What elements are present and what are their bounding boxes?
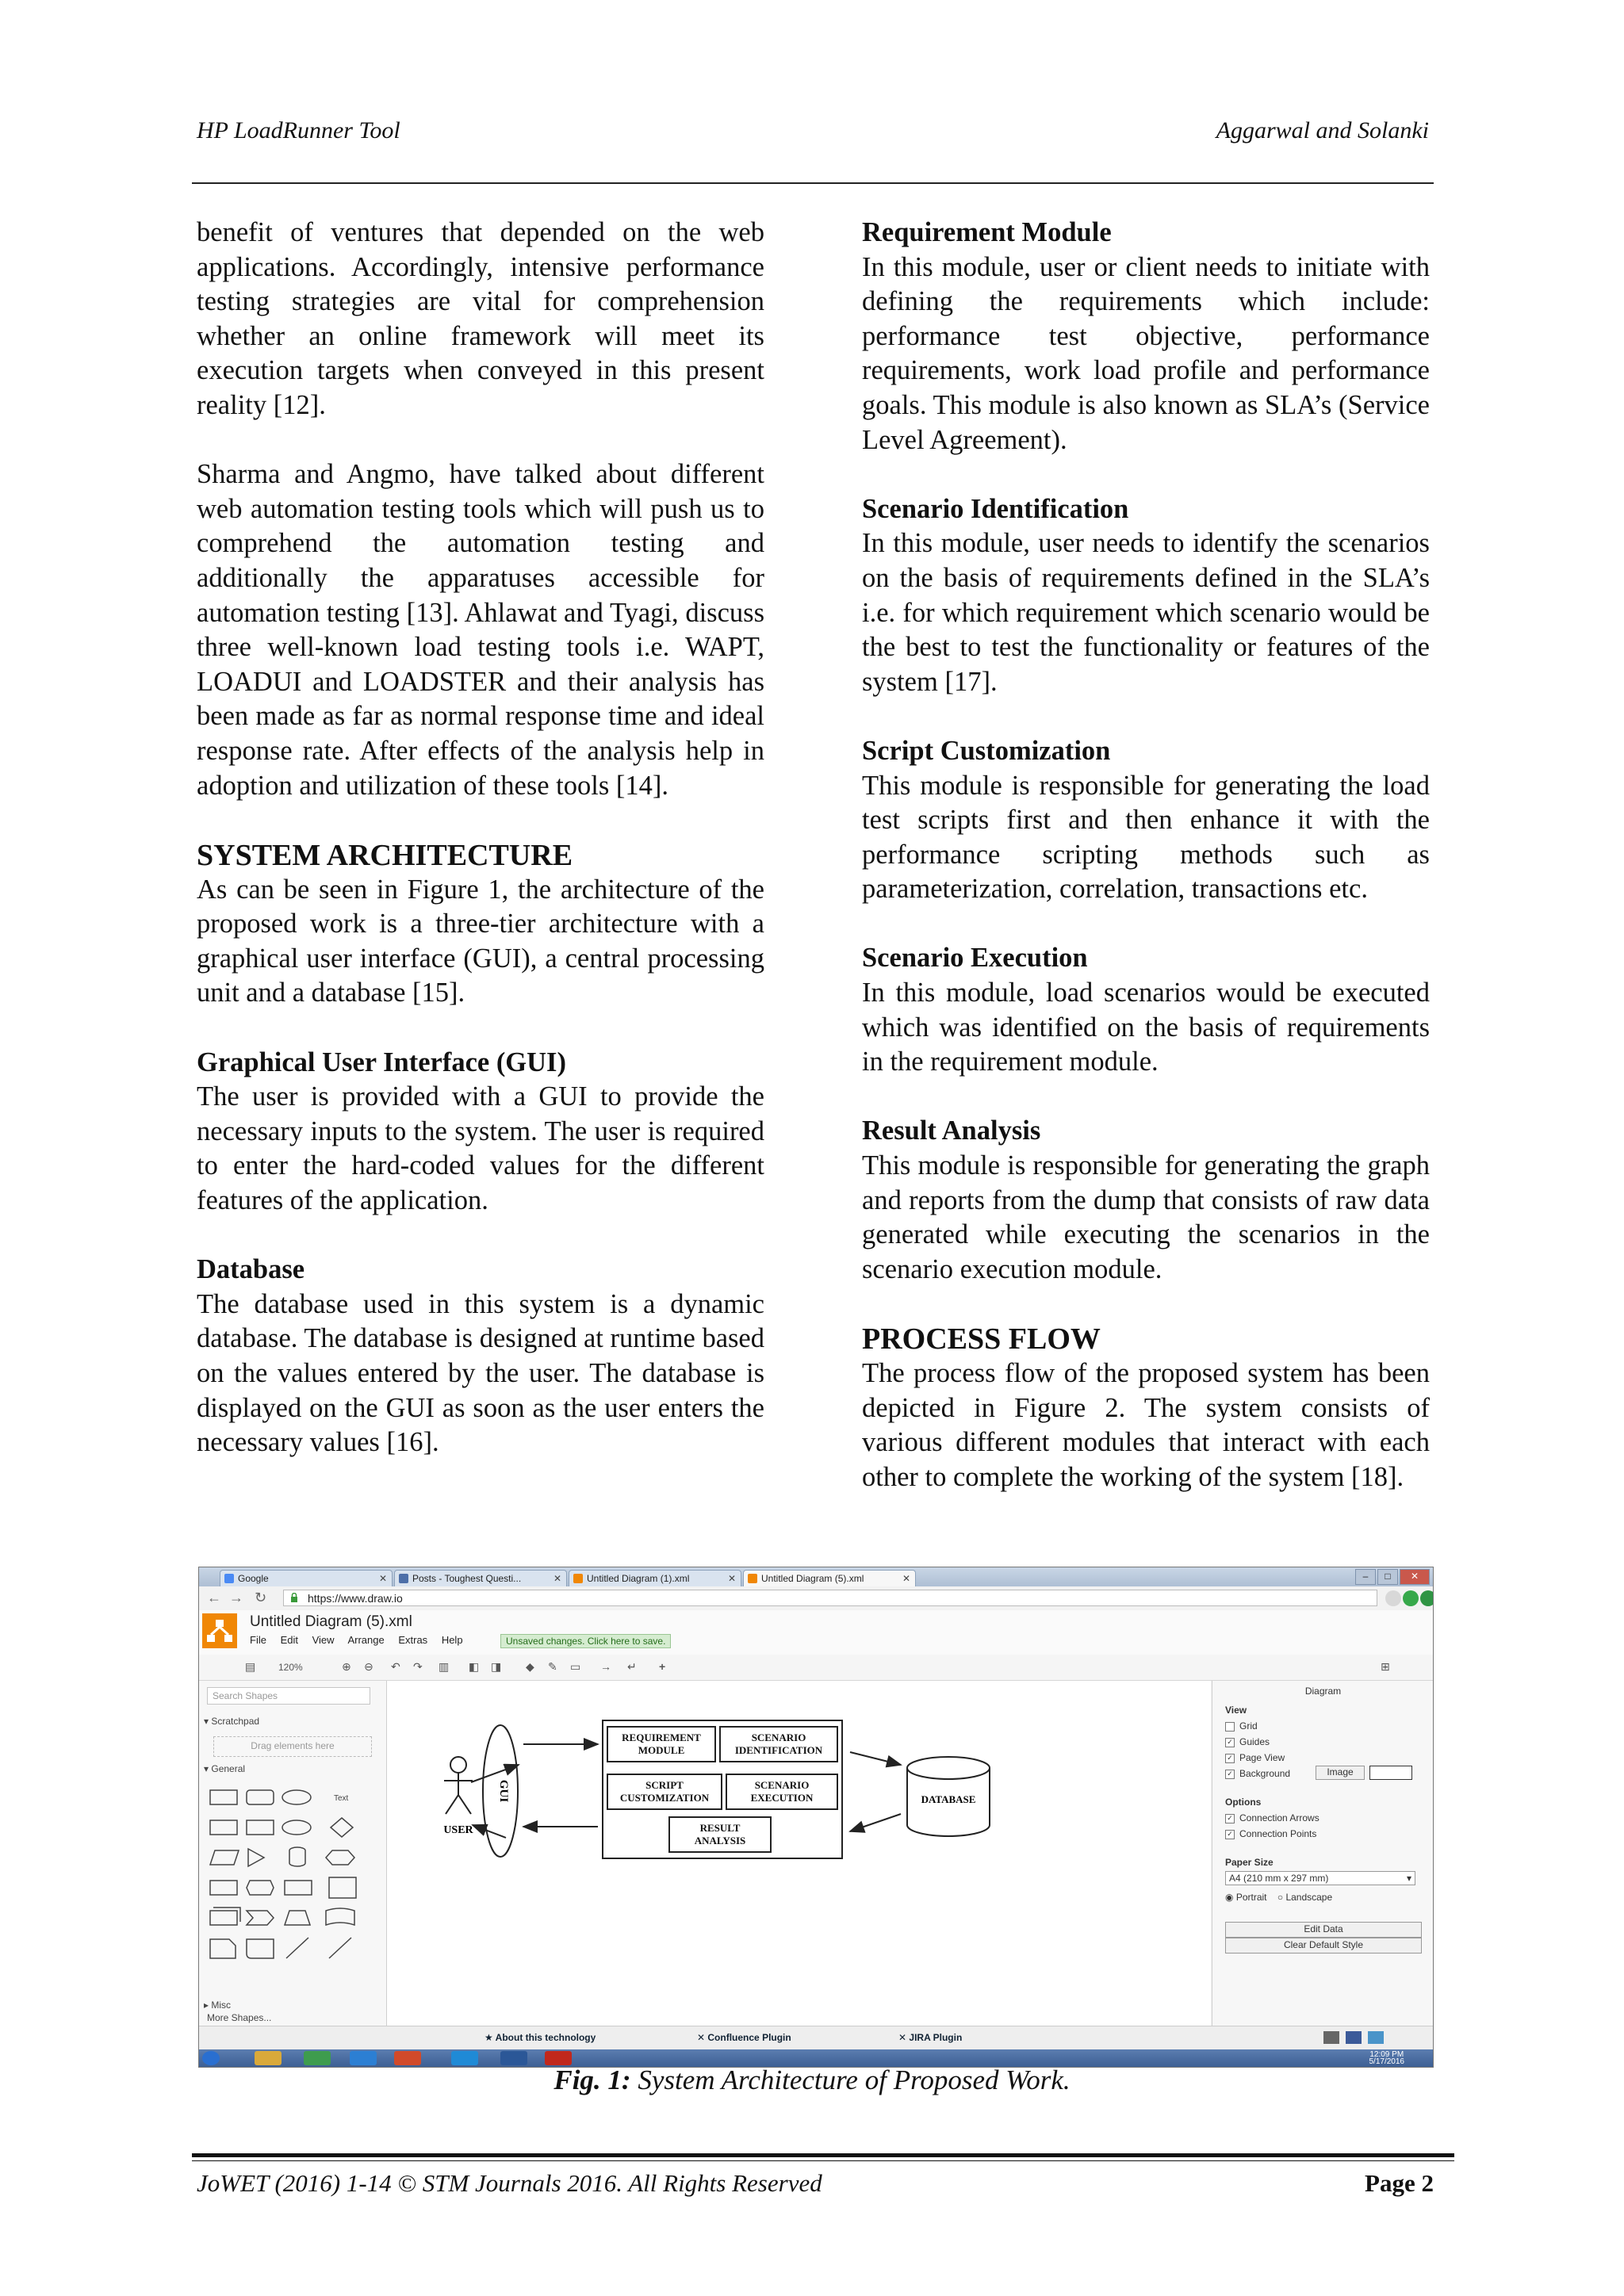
start-icon[interactable] <box>202 2051 220 2065</box>
unsaved-changes-notice[interactable]: Unsaved changes. Click here to save. <box>500 1634 671 1648</box>
bookmark-star-icon[interactable] <box>1385 1590 1401 1606</box>
close-tab-icon[interactable]: ✕ <box>902 1573 910 1584</box>
header-rule <box>192 182 1434 184</box>
landscape-label: Landscape <box>1285 1892 1333 1903</box>
subheading-script-customization: Script Customization <box>862 735 1111 766</box>
page-icon <box>399 1574 408 1583</box>
running-header-authors: Aggarwal and Solanki <box>1216 117 1429 144</box>
twitter-icon[interactable] <box>1368 2031 1384 2044</box>
subheading-requirement-module: Requirement Module <box>862 217 1112 247</box>
figure-screenshot <box>198 1567 1434 2068</box>
connection-icon[interactable]: → <box>600 1660 611 1673</box>
paragraph-intro: benefit of ventures that depended on the web applications. Accordingly, intensive performance testing strategies are vital for comprehension whether an online framework will meet its execution targets when conveyed in this present reality [12]. <box>197 217 764 420</box>
background-checkbox[interactable]: ✓ Background <box>1225 1768 1290 1779</box>
line-color-icon[interactable]: ✎ <box>548 1660 557 1673</box>
media-player-icon[interactable] <box>394 2051 421 2065</box>
internet-explorer-icon[interactable] <box>350 2051 377 2065</box>
acrobat-icon[interactable] <box>545 2051 572 2065</box>
extension-icon[interactable] <box>1403 1590 1419 1606</box>
guides-label: Guides <box>1239 1736 1270 1747</box>
jira-plugin-link[interactable]: ✕ JIRA Plugin <box>898 2032 963 2043</box>
drawio-app-header <box>199 1610 1433 1655</box>
chrome-icon[interactable] <box>304 2051 331 2065</box>
paragraph-architecture: As can be seen in Figure 1, the architecture of the proposed work is a three-tier architecture with a graphical user interface (GUI), a central processing unit and a database [15]. <box>197 874 764 1008</box>
menu-edit[interactable]: Edit <box>280 1634 298 1646</box>
browser-tab-label: Google <box>238 1573 269 1584</box>
insert-icon[interactable]: + <box>659 1660 666 1673</box>
scratchpad-drop-zone[interactable]: Drag elements here <box>213 1736 372 1757</box>
general-header[interactable]: ▾ General <box>204 1763 246 1774</box>
running-header-title: HP LoadRunner Tool <box>197 117 400 144</box>
connection-points-label: Connection Points <box>1239 1828 1317 1839</box>
connection-arrows-checkbox[interactable]: ✓ Connection Arrows <box>1225 1812 1320 1823</box>
delete-icon[interactable]: ▥ <box>439 1660 450 1673</box>
explorer-icon[interactable] <box>255 2051 282 2065</box>
options-section-label: Options <box>1225 1797 1262 1808</box>
subheading-gui: Graphical User Interface (GUI) <box>197 1047 566 1077</box>
taskbar-clock <box>1369 2051 1405 2065</box>
subheading-scenario-identification: Scenario Identification <box>862 493 1129 524</box>
url-input[interactable] <box>283 1590 1377 1606</box>
drawio-icon <box>573 1574 583 1583</box>
left-column <box>197 216 764 1494</box>
document-title[interactable]: Untitled Diagram (5).xml <box>250 1613 412 1630</box>
to-front-icon[interactable]: ◧ <box>469 1660 480 1673</box>
reload-icon[interactable]: ↻ <box>255 1590 267 1605</box>
diagram-database-label: DATABASE <box>921 1793 976 1805</box>
word-icon[interactable] <box>500 2051 527 2065</box>
undo-icon[interactable]: ↶ <box>391 1660 400 1673</box>
window-controls <box>1354 1569 1430 1585</box>
script-label-2: CUSTOMIZATION <box>619 1792 710 1804</box>
google-plus-icon[interactable] <box>1323 2031 1339 2044</box>
shadow-icon[interactable]: ▭ <box>570 1660 581 1673</box>
grid-label: Grid <box>1239 1720 1258 1732</box>
browser-tab-google[interactable] <box>220 1570 393 1586</box>
paragraph-related-work: Sharma and Angmo, have talked about different web automation testing tools which will push us to comprehend the automation testing and additionally the apparatuses accessible for automation testing [13]. Ahlawat and Tyagi, discuss three well-known load testing tools i.e. WAPT, LOADUI and LOADSTER and their analysis has been made as far as normal response time and ideal response rate. After effects of the analysis help in adoption and utilization of these tools [14]. <box>197 459 764 801</box>
drawio-toolbar <box>199 1655 1433 1681</box>
right-column <box>862 216 1430 1529</box>
paragraph-result-analysis: This module is responsible for generating the graph and reports from the dump that consists of raw data generated while executing the scenarios in the scenario execution module. <box>862 1150 1430 1284</box>
zoom-out-icon[interactable]: ⊖ <box>364 1660 373 1673</box>
res-label-1: RESULT <box>699 1822 741 1834</box>
diagram-gui-label: GUI <box>497 1779 510 1803</box>
paragraph-scenario-identification: In this module, user needs to identify the scenarios on the basis of requirements defined in the SLA’s i.e. for which requirement which scenario would be the best to test the functionality or features of the system [17]. <box>862 528 1430 697</box>
view-section-label: View <box>1225 1705 1247 1716</box>
paragraph-script-customization: This module is responsible for generating the load test scripts first and then enhance it with the performance scripting methods such as parameterization, correlation, transactions etc. <box>862 770 1430 905</box>
scen-label-1: SCENARIO <box>751 1732 806 1743</box>
diagram-canvas[interactable] <box>387 1681 1211 2026</box>
zoom-select[interactable]: 120% <box>278 1662 303 1673</box>
footer-copyright: JoWET (2016) 1-14 © STM Journals 2016. All Rights Reserved <box>197 2169 822 2197</box>
waypoints-icon[interactable]: ↵ <box>627 1660 637 1673</box>
background-color-swatch[interactable] <box>1369 1766 1412 1780</box>
format-panel-icon[interactable]: ▤ <box>245 1660 256 1673</box>
database-to-modules-arrow <box>850 1814 901 1831</box>
scratchpad-label: Scratchpad <box>211 1716 260 1727</box>
confluence-plugin-label: Confluence Plugin <box>707 2032 791 2043</box>
menu-bar <box>250 1634 474 1646</box>
paragraph-gui: The user is provided with a GUI to provide the necessary inputs to the system. The user is required to enter the hard-coded values for the different features of the application. <box>197 1081 764 1216</box>
footer-rule-thin <box>192 2160 1454 2161</box>
req-label-1: REQUIREMENT <box>622 1732 701 1743</box>
orientation-radios <box>1225 1892 1332 1903</box>
menu-arrange[interactable]: Arrange <box>347 1634 385 1646</box>
exec-label-2: EXECUTION <box>750 1792 814 1804</box>
paragraph-database: The database used in this system is a dynamic database. The database is designed at runtime based on the values entered by the user. The database is displayed on the GUI as soon as the user enters the necessary values [16]. <box>197 1288 764 1458</box>
menu-help[interactable]: Help <box>441 1634 463 1646</box>
browser-address-bar <box>199 1586 1433 1611</box>
caption-text: System Architecture of Proposed Work. <box>630 2064 1071 2095</box>
paragraph-process-flow: The process flow of the proposed system has been depicted in Figure 2. The system consists of various different modules that interact with each other to complete the working of the system [18]. <box>862 1358 1430 1492</box>
req-label-2: MODULE <box>638 1744 685 1756</box>
minimize-icon[interactable]: – <box>1355 1569 1376 1585</box>
more-shapes-link[interactable]: More Shapes... <box>207 2012 272 2023</box>
lock-icon <box>290 1593 298 1602</box>
shape-text-label: Text <box>334 1794 349 1803</box>
close-tab-icon[interactable]: ✕ <box>378 1573 387 1584</box>
close-tab-icon[interactable]: ✕ <box>727 1573 736 1584</box>
exec-label-1: SCENARIO <box>754 1779 810 1791</box>
paper-size-label: Paper Size <box>1225 1857 1274 1868</box>
browser-tab-diagram-5[interactable] <box>743 1570 916 1586</box>
drawio-icon <box>748 1574 757 1583</box>
diagram-panel-title: Diagram <box>1304 1686 1342 1697</box>
fill-color-icon[interactable]: ◆ <box>526 1660 534 1673</box>
extension-icon[interactable] <box>1420 1590 1434 1606</box>
forward-icon[interactable]: → <box>229 1590 243 1605</box>
portrait-label: Portrait <box>1235 1892 1267 1903</box>
caption-label: Fig. 1: <box>553 2064 631 2095</box>
background-label: Background <box>1239 1768 1291 1779</box>
section-heading-process-flow: PROCESS FLOW <box>862 1322 1101 1356</box>
figure-caption <box>0 2064 1624 2096</box>
jira-plugin-label: JIRA Plugin <box>909 2032 963 2043</box>
menu-view[interactable]: View <box>312 1634 335 1646</box>
close-icon[interactable]: ✕ <box>1400 1569 1430 1585</box>
paragraph-scenario-execution: In this module, load scenarios would be executed which was identified on the basis of requirements in the requirement module. <box>862 978 1430 1077</box>
maximize-icon[interactable]: □ <box>1377 1569 1398 1585</box>
search-shapes-input[interactable]: Search Shapes <box>207 1687 370 1705</box>
about-technology-label: About this technology <box>495 2032 596 2043</box>
user-to-gui-arrow <box>471 1765 519 1782</box>
about-technology-link[interactable]: ★ About this technology <box>485 2032 596 2043</box>
user-icon <box>444 1757 473 1814</box>
google-icon <box>224 1574 234 1583</box>
redo-icon[interactable]: ↷ <box>413 1660 423 1673</box>
shapes-sidebar <box>199 1681 387 2026</box>
paper-size-value: A4 (210 mm x 297 mm) <box>1229 1873 1329 1884</box>
chevron-down-icon: ▾ <box>1406 1873 1411 1884</box>
scratchpad-header[interactable]: ▾ Scratchpad <box>204 1716 260 1727</box>
connection-arrows-label: Connection Arrows <box>1239 1812 1320 1823</box>
confluence-plugin-link[interactable]: ✕ Confluence Plugin <box>697 2032 791 2043</box>
edit-data-button[interactable]: Edit Data <box>1225 1922 1422 1938</box>
clock-date: 5/17/2016 <box>1369 2057 1404 2066</box>
modules-to-database-arrow <box>850 1752 901 1765</box>
browser-tab-label: Untitled Diagram (1).xml <box>587 1573 690 1584</box>
scen-label-2: IDENTIFICATION <box>734 1744 823 1756</box>
back-icon[interactable]: ← <box>207 1590 221 1605</box>
script-label-1: SCRIPT <box>645 1779 684 1791</box>
page-view-checkbox[interactable]: ✓ Page View <box>1225 1752 1285 1763</box>
section-heading-system-architecture: SYSTEM ARCHITECTURE <box>197 838 573 872</box>
connection-points-checkbox[interactable]: ✓ Connection Points <box>1225 1828 1316 1839</box>
landscape-radio[interactable]: ○ Landscape <box>1277 1892 1333 1903</box>
url-text: https://www.draw.io <box>308 1592 403 1605</box>
shape-palette[interactable] <box>207 1782 373 2004</box>
footer-page-number: Page 2 <box>1365 2169 1434 2197</box>
browser-tab-diagram-1[interactable] <box>569 1570 741 1586</box>
menu-file[interactable]: File <box>250 1634 266 1646</box>
browser-tab-bar <box>199 1567 1433 1586</box>
grid-checkbox[interactable] <box>1225 1720 1258 1732</box>
drawio-footer <box>199 2026 1433 2050</box>
gui-to-user-arrow <box>473 1825 506 1838</box>
fullscreen-icon[interactable]: ⊞ <box>1381 1660 1390 1673</box>
close-tab-icon[interactable]: ✕ <box>553 1573 561 1584</box>
portrait-radio[interactable]: ◉ Portrait <box>1225 1892 1267 1903</box>
browser-tab-label: Posts - Toughest Questi... <box>412 1573 522 1584</box>
facebook-icon[interactable] <box>1346 2031 1362 2044</box>
misc-header[interactable]: ▸ Misc <box>204 1999 232 2011</box>
to-back-icon[interactable]: ◨ <box>491 1660 502 1673</box>
skype-icon[interactable] <box>451 2051 478 2065</box>
diagram-user-label: USER <box>443 1824 473 1836</box>
paragraph-requirement-module: In this module, user or client needs to initiate with defining the requirements which include: performance test objective, performance requirements, work load profile and performance goals. This module is also known as SLA’s (Service Level Agreement). <box>862 251 1430 455</box>
paper-size-select[interactable] <box>1225 1871 1415 1885</box>
clear-default-style-button[interactable]: Clear Default Style <box>1225 1938 1422 1954</box>
page-view-label: Page View <box>1239 1752 1285 1763</box>
architecture-diagram <box>387 1681 1211 2026</box>
format-sidebar <box>1212 1681 1434 2026</box>
browser-tab-posts[interactable] <box>394 1570 567 1586</box>
subheading-result-analysis: Result Analysis <box>862 1115 1041 1146</box>
clock-time: 12:09 PM <box>1369 2050 1404 2059</box>
misc-label: Misc <box>211 1999 232 2011</box>
general-label: General <box>211 1763 246 1774</box>
guides-checkbox[interactable]: ✓ Guides <box>1225 1736 1270 1747</box>
zoom-in-icon[interactable]: ⊕ <box>342 1660 351 1673</box>
subheading-scenario-execution: Scenario Execution <box>862 943 1088 974</box>
browser-tab-label: Untitled Diagram (5).xml <box>761 1573 864 1584</box>
footer-rule-thick <box>192 2153 1454 2157</box>
menu-extras[interactable]: Extras <box>398 1634 428 1646</box>
res-label-2: ANALYSIS <box>694 1835 746 1846</box>
image-button[interactable]: Image <box>1316 1766 1365 1780</box>
drawio-logo-icon <box>202 1613 237 1648</box>
subheading-database: Database <box>197 1254 305 1285</box>
